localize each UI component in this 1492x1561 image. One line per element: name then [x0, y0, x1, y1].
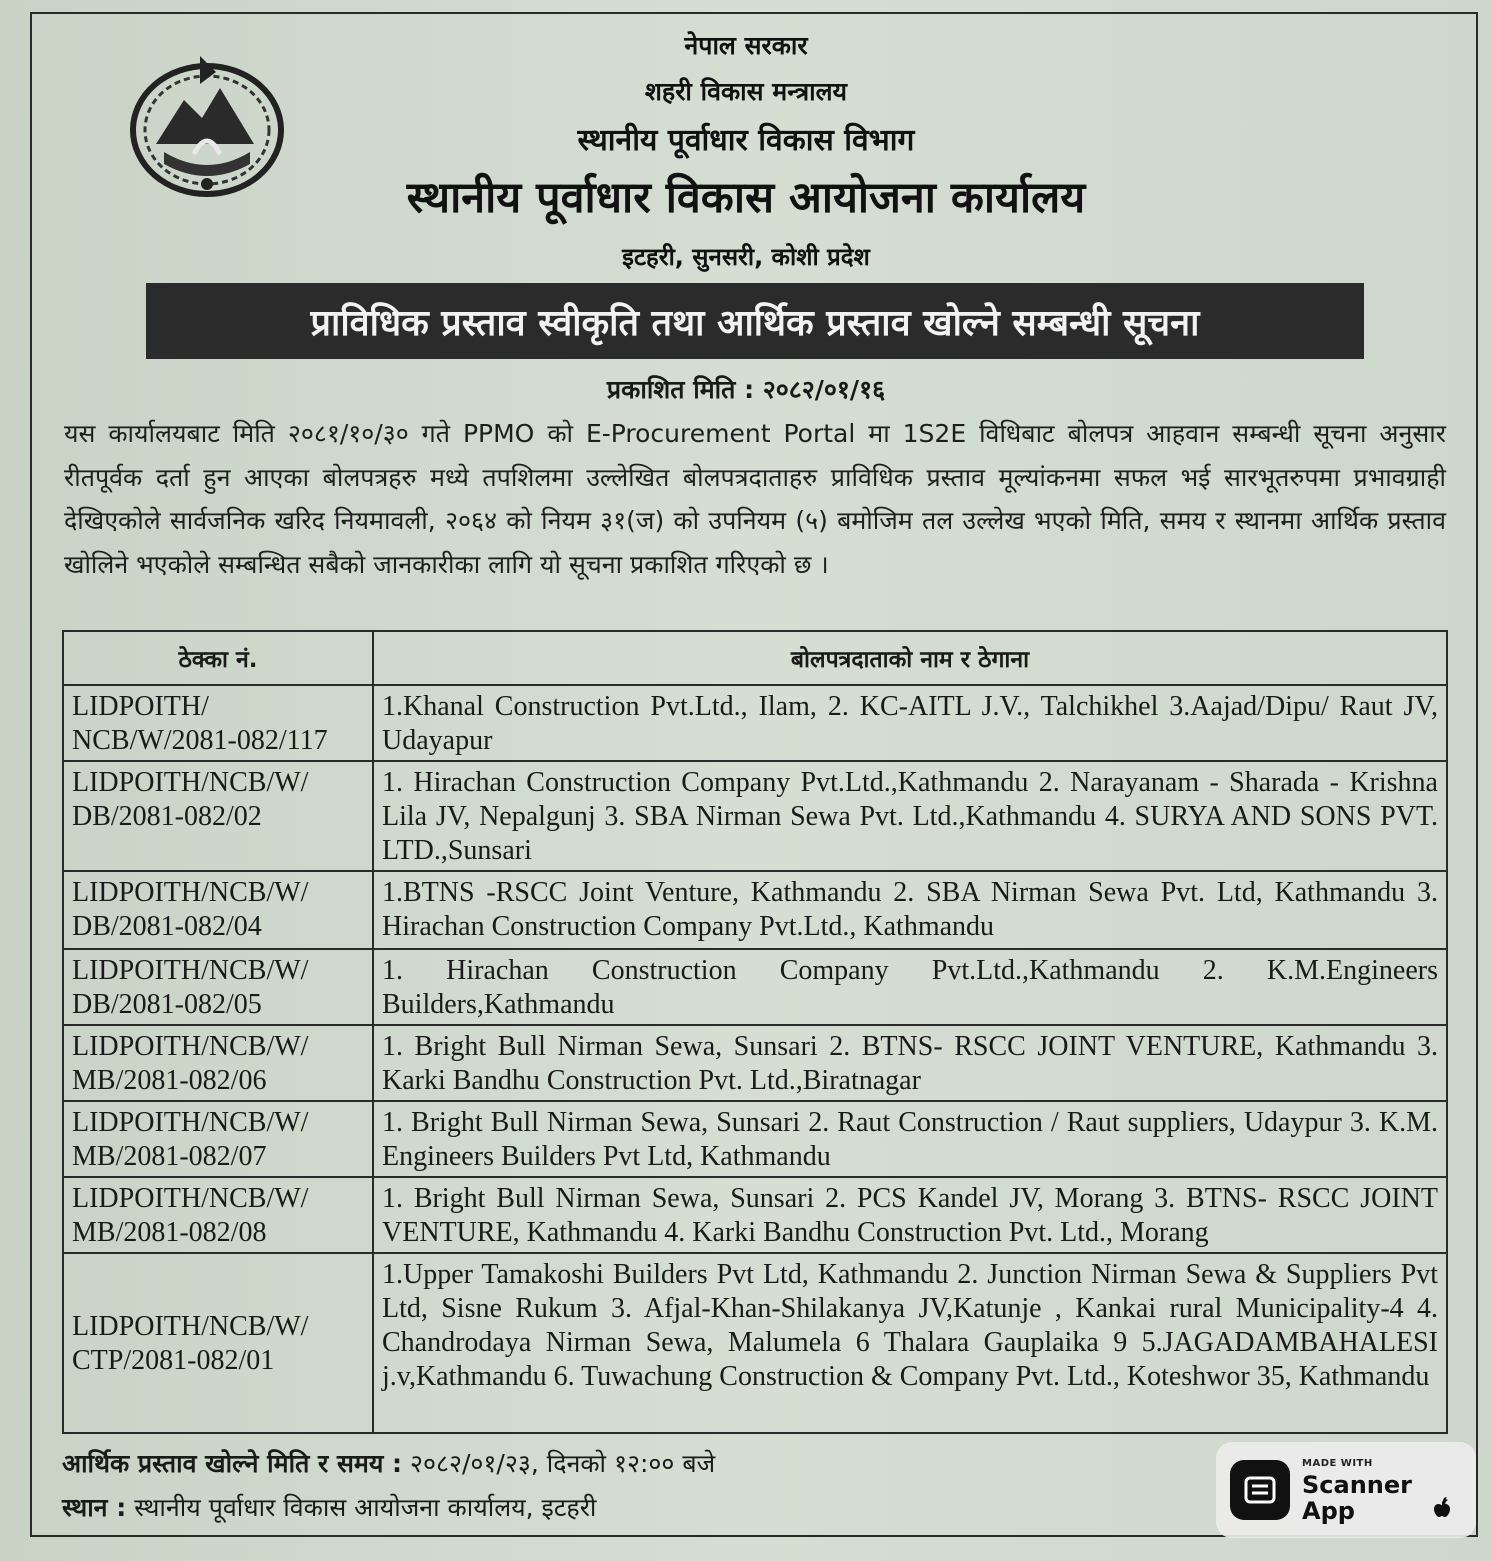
contract-no-cell: LIDPOITH/NCB/W/ CTP/2081-082/01: [63, 1253, 373, 1433]
table-row: [63, 949, 1447, 1025]
notice-banner: [146, 283, 1364, 359]
bidders-cell: 1. Hirachan Construction Company Pvt.Ltd.,Kathmandu 2. K.M.Engineers Builders,Kathmandu: [373, 949, 1447, 1025]
contract-no-cell: LIDPOITH/NCB/W/ MB/2081-082/06: [63, 1025, 373, 1101]
table-header-row: [63, 631, 1447, 685]
notice-body: यस कार्यालयबाट मिति २०८१/१०/३० गते PPMO को E-Procurement Portal मा 1S2E विधिबाट बोलपत्र आहवान सम्बन्धी सूचना अनुसार रीतपूर्वक दर्ता हुन आएका बोलपत्रहरु मध्ये तपशिलमा उल्लेखित बोलपत्रदाताहरु प्राविधिक प्रस्ताव मूल्यांकनमा सफल भई सारभूतरुपमा प्रभावग्राही देखिएकोले सार्वजनिक खरिद नियमावली, २०६४ को नियम ३१(ज) को उपनियम (५) बमोजिम तल उल्लेख भएको मिति, समय र स्थानमा आर्थिक प्रस्ताव खोलिने भएकोले सम्बन्धित सबैको जानकारीका लागि यो सूचना प्रकाशित गरिएको छ ।: [64, 419, 1446, 579]
contract-no-cell: LIDPOITH/NCB/W/ DB/2081-082/04: [63, 871, 373, 949]
place-label: स्थान :: [62, 1493, 127, 1522]
contract-no-cell: LIDPOITH/NCB/W/ DB/2081-082/02: [63, 761, 373, 871]
office-title: स्थानीय पूर्वाधार विकास आयोजना कार्यालय: [406, 173, 1086, 223]
table-row: [63, 1253, 1447, 1433]
bidders-cell: 1.Upper Tamakoshi Builders Pvt Ltd, Kathmandu 2. Junction Nirman Sewa & Suppliers Pvt Ltd, Sisne Rukum 3. Afjal-Khan-Shilakanya JV,Katunje , Kankai rural Municipality-4 4. Chandrodaya Nirman Sewa, Malumela 6 Thalara Gauplaika 9 5.JAGADAMBAHALESI j.v,Kathmandu 6. Tuwachung Construction & Company Pvt. Ltd., Koteshwor 35, Kathmandu: [373, 1253, 1447, 1433]
bidders-cell: 1. Hirachan Construction Company Pvt.Ltd.,Kathmandu 2. Narayanam - Sharada - Krishna Lila JV, Nepalgunj 3. SBA Nirman Sewa Pvt. Ltd.,Kathmandu 4. SURYA AND SONS PVT. LTD.,Sunsari: [373, 761, 1447, 871]
contract-no-cell: LIDPOITH/NCB/W/ DB/2081-082/05: [63, 949, 373, 1025]
scanner-app-watermark: [1216, 1442, 1476, 1538]
govt-title: नेपाल सरकार: [684, 31, 808, 60]
contract-no-header: ठेक्का नं.: [63, 631, 373, 685]
opening-date-line: [62, 1446, 715, 1480]
opening-date-value: २०८२/०१/२३, दिनको १२:०० बजे: [409, 1449, 716, 1478]
bidders-cell: 1. Bright Bull Nirman Sewa, Sunsari 2. PCS Kandel JV, Morang 3. BTNS- RSCC JOINT VENTURE, Kathmandu 4. Karki Bandhu Construction Pvt. Ltd., Morang: [373, 1177, 1447, 1253]
scanner-app-icon: [1230, 1460, 1290, 1520]
opening-date-label: आर्थिक प्रस्ताव खोल्ने मिति र समय :: [62, 1449, 403, 1478]
table-row: [63, 1177, 1447, 1253]
apple-logo-icon: [1432, 1496, 1452, 1518]
table-row: [63, 1101, 1447, 1177]
ministry-title: शहरी विकास मन्त्रालय: [644, 77, 848, 106]
bidders-cell: 1. Bright Bull Nirman Sewa, Sunsari 2. Raut Construction / Raut suppliers, Udaypur 3. K.M. Engineers Builders Pvt Ltd, Kathmandu: [373, 1101, 1447, 1177]
place-value: स्थानीय पूर्वाधार विकास आयोजना कार्यालय, इटहरी: [134, 1493, 597, 1522]
bidders-cell: 1. Bright Bull Nirman Sewa, Sunsari 2. BTNS- RSCC JOINT VENTURE, Kathmandu 3. Karki Bandhu Construction Pvt. Ltd.,Biratnagar: [373, 1025, 1447, 1101]
watermark-made-with: MADE WITH: [1302, 1458, 1373, 1469]
bidders-table: [62, 630, 1448, 1434]
contract-no-cell: LIDPOITH/ NCB/W/2081-082/117: [63, 685, 373, 761]
notice-banner-title: प्राविधिक प्रस्ताव स्वीकृति तथा आर्थिक प्रस्ताव खोल्ने सम्बन्धी सूचना: [310, 302, 1200, 344]
table-row: [63, 1025, 1447, 1101]
watermark-app-name: Scanner App: [1302, 1471, 1412, 1525]
table-row: [63, 761, 1447, 871]
table-row: [63, 871, 1447, 949]
office-address: इटहरी, सुनसरी, कोशी प्रदेश: [622, 243, 870, 271]
bidders-cell: 1.BTNS -RSCC Joint Venture, Kathmandu 2. SBA Nirman Sewa Pvt. Ltd, Kathmandu 3. Hirachan Construction Company Pvt.Ltd., Kathmandu: [373, 871, 1447, 949]
bidder-name-header: बोलपत्रदाताको नाम र ठेगाना: [373, 631, 1447, 685]
table-row: [63, 685, 1447, 761]
contract-no-cell: LIDPOITH/NCB/W/ MB/2081-082/08: [63, 1177, 373, 1253]
place-line: [62, 1490, 596, 1524]
contract-no-cell: LIDPOITH/NCB/W/ MB/2081-082/07: [63, 1101, 373, 1177]
bidders-cell: 1.Khanal Construction Pvt.Ltd., Ilam, 2. KC-AITL J.V., Talchikhel 3.Aajad/Dipu/ Raut JV, Udayapur: [373, 685, 1447, 761]
department-title: स्थानीय पूर्वाधार विकास विभाग: [577, 123, 915, 158]
published-date: प्रकाशित मिति : २०८२/०१/१६: [606, 375, 886, 404]
